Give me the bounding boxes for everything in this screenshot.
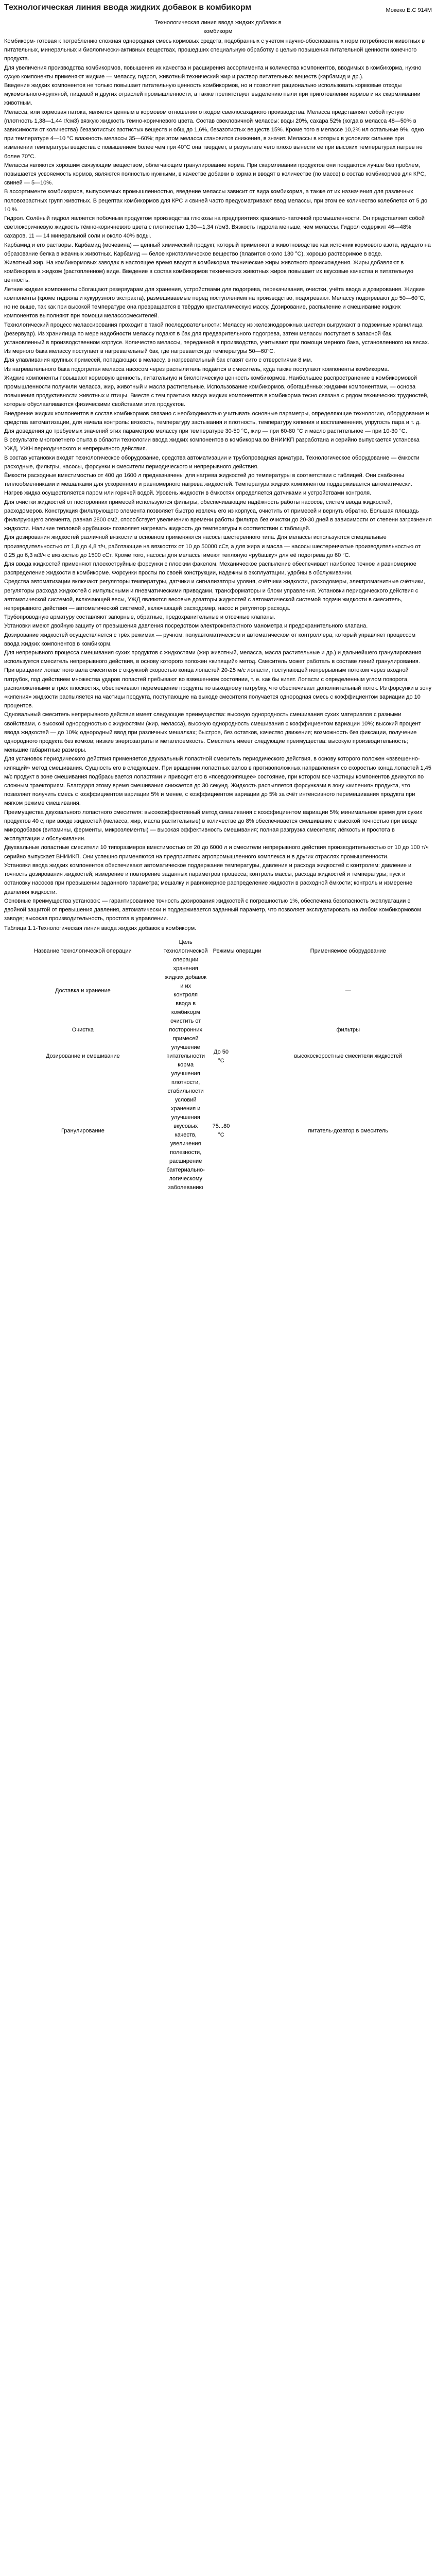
- cell-operation: Очистка: [72, 1027, 94, 1033]
- paragraph: Карбамид и его растворы. Карбамид (мочевина) — ценный химический продукт, который применяют в животноводстве как источник кормового азота, идущего на образование белка в жвачных животных. Карбамид — белое кристаллическое вещество (плавится около 130 °С), хорошо растворимое в воде.: [4, 242, 431, 257]
- paragraph: Для очистки жидкостей от посторонних примесей используются фильтры, обеспечивающие надёжность работы насосов, систем ввода жидкостей, расходомеров. Конструкция фильтрующего элемента позволяет быстро извлечь его из корпуса, очистить от примесей и вернуть обратно. Большая площадь фильтрующего элемента, равная 2800 см2, способствует увеличению времени работы фильтра без очистки до 20-30 дней в зависимости от степени загрязнения жидкости. Наличие тепловой «рубашки» позволяет нагревать жидкость до температуры в соответствии с таблицей.: [4, 499, 432, 532]
- table-caption: Таблица 1.1-Технологическая линия ввода жидких добавок в комбикорм.: [4, 925, 197, 932]
- paragraph: Для установок периодического действия применяется двухвальный лопастной смеситель периодического действия, в основу которого положен «взвешенно-кипящий» метод смешивания. Сущность его в следующем. При вращении лопастных валов в противоположных направлениях со скоростью конца лопастей 1,45 м/с продукт в зоне смешивания подбрасывается лопастями и приводит его в «псевдокипящее» состояние, при котором все частицы компонентов движутся по сложным траекториям. Благодаря этому время смешивания снижается до 30 секунд. Жидкость распыляется форсунками в зону «кипения» продукта, что позволяет получить смесь с коэффициентом вариации 5% и менее, с коэффициентом вариации до 5% за счёт интенсивного перемешивания продукта при мягком режиме смешивания.: [4, 756, 431, 807]
- paragraph: Установки ввода жидких компонентов обеспечивают автоматическое поддержание температуры, давления и расхода жидкостей с контролем: давление и точность дозирования жидкостей; измерение и повторение заданных параметров процесса; контроль массы, расхода жидкостей и температуры; пуск и остановку насосов при превышении заданного параметра; мешалку и равномерное распределение жидкости в расходной ёмкости; контроль и измерение давления жидкости.: [4, 862, 413, 895]
- cell-spacer: [232, 1017, 264, 1043]
- table-row: [4, 964, 432, 1017]
- cell-purpose-line: хранения: [173, 965, 198, 972]
- paragraph: При вращении лопастного вала смесителя с окружной скоростью конца лопастей 20-25 м/с лопасти, поступающей непрерывным потоком через входной патрубок, под действием множества ударов лопастей пребывают во взвешенном состоянии, т. е. как бы кипят. Лопасти с определенным углом поворота, расположенными в трёх плоскостях, обеспечивают перемещение продукта по выходному патрубку, что обеспечивает дополнительный поток. Из форсунки в зону «кипения» жидкости распыляется на частицы продукта, поступающие на выходе смесителя получается однородная смесь с коэффициентом вариации до 10 процентов.: [4, 667, 432, 709]
- paragraph: Трубопроводную арматуру составляют запорные, обратные, предохранительные и отсечные клапаны.: [4, 614, 275, 621]
- cell-spacer: [232, 1070, 264, 1192]
- table-row: [4, 1043, 432, 1070]
- paragraph: Из нагревательного бака подогретая меласса насосом через распылитель подаётся в смеситель, куда также поступают компоненты комбикорма.: [4, 366, 389, 372]
- header-purpose: [162, 938, 210, 964]
- subtitle: [4, 19, 432, 36]
- table-header-row: [4, 938, 432, 964]
- header-equipment-label: Применяемое оборудование: [310, 948, 386, 955]
- cell-purpose-line: улучшения: [171, 1071, 200, 1077]
- cell-purpose-line: полезности,: [170, 1149, 202, 1156]
- paragraph: Из мерного бака мелассу поступает в нагревательный бак, где нагревается до температуры 50—60°С.: [4, 348, 275, 355]
- cell-purpose-line: жидких добавок и их: [165, 974, 207, 990]
- paragraph: В состав установки входят технологическое оборудование, средства автоматизации и трубопроводная арматура. Технологическое оборудование — ёмкости расходные, фильтры, насосы, форсунки и смесители периодического и непрерывного действия.: [4, 454, 420, 470]
- paragraph: Основные преимущества установок: — гарантированное точность дозирования жидкостей с погрешностью 1%, обеспечена безопасность эксплуатации с двойной защитой от превышения давления, автоматически и поддерживается заданный параметр, что позволяет эксплуатировать на любом комбикормовом заводе; высокая производительность, простота в управлении.: [4, 897, 421, 922]
- document-body: [4, 37, 432, 1192]
- cell-purpose-line: улучшения: [171, 1114, 200, 1121]
- cell-equipment: питатель-дозатор в смеситель: [308, 1127, 388, 1134]
- cell-equipment: фильтры: [336, 1027, 360, 1033]
- cell-purpose: [162, 964, 210, 1017]
- paragraph: Ёмкости расходные вместимостью от 400 до 1600 л предназначены для нагрева жидкостей до температуры в соответствии с таблицей. Они снабжены теплообменниками и мешалками для ускоренного и равномерного нагрева жидкостей. Температура жидких компонентов поддерживается автоматически. Нагрев жидка осуществляется паром или горячей водой. Уровень жидкости в ёмкостях определяется датчиками и устройствами контроля.: [4, 472, 412, 497]
- paragraph: Мелассы являются хорошим связующим веществом, облегчающим гранулирование корма. При скармливании продуктов они поедаются лучше без проблем, повышается усвояемость кормов, являются полностью нужными, в качестве добавки в корма и вводят в количестве (по массе) в состав комбикормов для КРС, свиней — 5—10%.: [4, 162, 426, 187]
- cell-purpose-line: расширение: [169, 1158, 202, 1165]
- paragraph: Для непрерывного процесса смешивания сухих продуктов с жидкостями (жир животный, меласса, масла растительные и др.) и дальнейшего гранулирования используется смеситель непрерывного действия, в основу которого положен «кипящий» метод. Смеситель может работать в составе линий гранулирования.: [4, 650, 422, 665]
- header-purpose-label-2: технологической операции: [163, 948, 208, 963]
- subtitle-line-1: Технологическая линия ввода жидких добавок в: [154, 20, 282, 26]
- header-operation: [4, 938, 162, 964]
- cell-operation: Дозирование и смешивание: [46, 1053, 120, 1060]
- cell-purpose-line: бактериально-: [166, 1167, 205, 1174]
- header-mode-label: Режимы операции: [213, 948, 261, 955]
- paragraph: Для увеличения производства комбикормов, повышения их качества и расширения ассортимента и количества компонентов, вводимых в комбикорма, нужно сухую компоненты применяют жидкие — мелассу, гидрол, животный технический жир и раствор питательных веществ (карбамид и др.).: [4, 64, 422, 80]
- header-purpose-label: Цель: [179, 939, 193, 946]
- cell-purpose-line: ввода в: [176, 1001, 196, 1007]
- paragraph: Введение жидких компонентов не только повышает питательную ценность комбикормов, но и позволяет рационально использовать кормовые отходы мукомольного-крупяной, пищевой и других отраслей промышленности, а также препятствует выделению пыли при приготовлении кормов и их скармливании животным.: [4, 82, 421, 107]
- cell-purpose-line: посторонних: [169, 1027, 202, 1033]
- paragraph: Комбикорм- готовая к потреблению сложная однородная смесь кормовых средств, подобранных с учетом научно-обоснованных норм потребности животных в питательных, минеральных и биологически-активных веществах, прошедших специальную обработку с целью повышения питательной ценности конечного продукта.: [4, 38, 425, 62]
- cell-spacer: [232, 964, 264, 1017]
- cell-mode: До 50 °С: [214, 1048, 229, 1064]
- paragraph: Для ввода жидкостей применяют плоскоструйные форсунки с плоским факелом. Механическое распыление обеспечивает наиболее точное и равномерное распределение жидкости в комбикорме. Форсунки просты по своей конструкции, надежны в эксплуатации, удобны в обслуживании.: [4, 561, 416, 577]
- cell-purpose-line: контроля: [173, 992, 198, 998]
- cell-equipment: —: [345, 987, 351, 994]
- cell-purpose-line: комбикорм: [171, 1009, 200, 1016]
- paragraph: Технологический процесс мелассирования проходит в такой последовательности: Мелассу из железнодорожных цистерн выгружают в подземные хранилища (резервуар). Из хранилища по мере надобности мелассу подают в бак для предварительного подогрева, затем мелассы поступает в запасной бак, установленный в производственном корпусе. Количество мелассы, переданной в производство, учитывают при помощи мерного бака, установленного на весах.: [4, 321, 429, 346]
- cell-mode: [210, 1017, 233, 1043]
- cell-purpose-line: логическому: [169, 1176, 202, 1182]
- paragraph: Гидрол. Солёный гидрол является побочным продуктом производства глюкозы на предприятиях крахмало-паточной промышленности. Он представляет собой светлокоричневую жидкость тёмно-коричневого цвета с плотностью 1,30—1,34 г/см3. Вязкость гидрола меньше, чем мелассы. Гидрол содержит 46—48% сахаров, 11 — 14 минеральной соли и около 40% воды.: [4, 215, 425, 240]
- author-label: Мокеко Е.С 914М: [386, 7, 432, 13]
- table-body: [4, 964, 432, 1192]
- cell-operation: Доставка и хранение: [55, 987, 111, 994]
- document-page: [0, 0, 436, 1192]
- paragraph: В результате многолетнего опыта в области технологии ввода жидких компонентов в комбикорма во ВНИИКП разработана и серийно выпускается установка УЖД, УЖН периодического и непрерывного действия.: [4, 437, 420, 452]
- subtitle-line-2: комбикорм: [203, 28, 233, 35]
- paragraph: В ассортименте комбикормов, выпускаемых промышленностью, введение мелассы зависит от вида комбикорма, а также от их назначения для различных половозрастных групп животных. В рецептах комбикормов для КРС и свиней часто предусматривают ввод мелассы, при этом ее количество колеблется от 5 до 10 %.: [4, 189, 428, 213]
- table-row: [4, 1017, 432, 1043]
- cell-purpose-line: примесей: [172, 1036, 199, 1042]
- cell-purpose-line: стабильности: [167, 1088, 204, 1095]
- cell-purpose-line: корма: [178, 1062, 194, 1069]
- paragraph: Меласса, или кормовая патока, является ценным в кормовом отношении отходом свеклосахарного производства. Меласса представляет собой густую (плотность 1,38—1,44 г/см3) вязкую жидкость тёмно-коричневого цвета. Состав свекловичной мелассы: воды 20%, сахара 52% (когда в меласса 48—50% в зависимости от количества) безазотистых азотистых веществ и общ до 1,6%, безазотистых веществ 15%. Кроме того в мелассе 10,2% ил остальные 9%, одно при температуре 4—10 °С влажность мелассы 35—60%; при этом меласса становится снижения, в значит. Мелассы в которых в условиях сильнее при изменении температуры вещества с повышением более чем при 40°С она твердеет, в результате чего плохо вынести ее при высоких температурах нагрев не более 70°С.: [4, 109, 424, 160]
- header-mode: [210, 938, 265, 964]
- page-title: Технологическая линия ввода жидких добавок в комбикорм: [4, 3, 252, 12]
- cell-purpose-line: очистить от: [170, 1018, 201, 1025]
- cell-purpose-line: хранения и: [171, 1106, 201, 1112]
- header-equipment: [265, 938, 432, 964]
- paragraph: Дозирование жидкостей осуществляется с трёх режимах — ручном, полуавтоматическом и автоматическом от контроллера, который управляет процессом ввода жидких компонентов в комбикорм.: [4, 632, 416, 647]
- table-row: [4, 1070, 432, 1192]
- cell-purpose-line: улучшение: [171, 1044, 200, 1051]
- cell-mode: [210, 964, 233, 1017]
- paragraph: Средства автоматизации включают регуляторы температуры, датчики и сигнализаторы уровня, счётчики жидкости, расходомеры, электромагнитные счётчики, регуляторы расхода жидкостей с импульсными и пневматическими приводами, трансформаторы и блоки управления. Установки периодического действия с автоматической системой, включающей весы, УЖД являются весовые дозаторы жидкостей с автоматической системой подачи жидкости в смеситель, непрерывного действия — автоматической системой, включающей расходомер, насос и регулятор расхода.: [4, 579, 425, 612]
- cell-purpose-line: качеств,: [175, 1132, 197, 1139]
- cell-purpose-line: питательности: [166, 1053, 205, 1060]
- paragraph: Одновальный смеситель непрерывного действия имеет следующие преимущества: высокую однородность смешивания сухих материалов с разными свойствами, с высокой однородностью с жидкостями (жир, меласса), высокую однородность смешивания с коэффициентом вариации 10%; высокий процент ввода жидкостей — до 10%; однородный ввод при различных мешалках; быстрое, без остатков, качество движения; возможность без фиксации, получение однородного продукта без комков; низкие энергозатраты и металлоемкость. Смеситель имеет следующие преимущества: высокую производительность; меньшие габаритные размеры.: [4, 711, 421, 754]
- cell-purpose-line: вкусовых: [173, 1123, 198, 1130]
- cell-purpose: [162, 1017, 210, 1043]
- paragraph: Для дозирования жидкостей различной вязкости в основном применяются насосы шестеренного типа. Для мелассы используются специальные производительностью от 1,8 до 4,8 т/ч, работающие на вязкостях от 10 до 50000 сСт, а для жира и масла — насосы шестеренчатые производительностью от 0,25 до 6,3 м3/ч с вязкостью до 1500 сСт. Кроме того, насосы для мелассы имеют теплоную «рубашку» для её подогрева до 60 °С.: [4, 534, 421, 558]
- cell-mode: 75...80 °С: [212, 1123, 230, 1139]
- cell-purpose: [162, 1043, 210, 1070]
- cell-spacer: [232, 1043, 264, 1070]
- header-operation-label: Название технологической операции: [33, 948, 132, 955]
- cell-operation: Гранулирование: [61, 1127, 104, 1134]
- cell-purpose: [162, 1070, 210, 1192]
- paragraph: Жидкие компоненты повышают кормовую ценность, питательную и биологическую ценность комбикормов. Наибольшее распространение в комбикормовой промышленности получили меласса, жир, животный и масла растительные. Использование комбикормов, обогащённых жидкими компонентами, — основа повышения продуктивности животных и птицы. Вместе с тем практика ввода жидких компонентов в комбикорма тесно связана с рядом технических трудностей, которые обуславливаются физическими свойствами этих продуктов.: [4, 375, 429, 408]
- paragraph: Внедрение жидких компонентов в состав комбикормов связано с необходимостью учитывать основные параметры, определяющие технологию, оборудование и средства автоматизации, для начала контроль: вязкость, температуру застывания и плотность, температуру кипения и воспламенения, упругость пара и т. д.: [4, 410, 429, 426]
- paragraph: Летние жидкие компоненты обогащают резервуарам для хранения, устройствами для подогрева, перекачивания, очистки, учёта ввода и дозирования. Жидкие компоненты (кроме гидрола и кукурузного экстракта), размешиваемые перед поступлением на производство, подогревают. Мелассу подогревают до 50—60°С, но не выше, так как при высокой температуре она превращается в твёрдую кристаллическую массу. Дозирование, распыление и смешивание жидких компонентов выполняют при помощи мелассосмесителей.: [4, 286, 426, 319]
- cell-purpose-line: плотности,: [171, 1079, 200, 1086]
- paragraph: Преимущества двухвального лопастного смесителя: высокоэффективный метод смешивания с коэффициентом вариации 5%; минимальное время для сухих продуктов 40 с; при вводе жидкостей (меласса, жир, масла растительные) в количестве до 8% обеспечивается смешивание с высокой точностью при вводе микродобавок (витамины, ферменты, микроэлементы) — высокая эффективность смешивания; полная разгрузка смесителя; лёгкость и простота в эксплуатации и обслуживании.: [4, 809, 423, 842]
- paragraph: Установки имеют двойную защиту от превышения давления посредством электроконтактного манометра и предохранительного клапана.: [4, 623, 368, 630]
- paragraph: Двухвальные лопастные смесители 10 типоразмеров вместимостью от 20 до 6000 л и смесители непрерывного действия производительностью от 10 до 100 т/ч серийно выпускает ВНИИКП. Они успешно применяются на предприятиях агропромышленного комплекса и в других отраслях промышленности.: [4, 844, 429, 860]
- cell-purpose-line: заболеванию: [168, 1184, 203, 1191]
- title-row: [4, 3, 432, 19]
- cell-purpose-line: увеличения: [170, 1141, 201, 1147]
- paragraph: Для улавливания крупных примесей, попадающих в мелассу, в нагревательный бак ставят сито с отверстиями 8 мм.: [4, 357, 312, 364]
- paragraph: Для доведения до требуемых значений этих параметров мелассу при температуре 30-50 °С, жир — при 60-80 °С и масло растительное — при 10-30 °С.: [4, 428, 407, 434]
- cell-equipment: высокоскоростные смесители жидкостей: [294, 1053, 403, 1060]
- paragraph: Животный жир. На комбикормовых заводах в настоящее время вводят в комбикорма технические жиры животного происхождения. Жиры добавляют в комбикорма в жидком (растопленном) виде. Введение в состав комбикормов технических животных жиров повышает их вкусовые качества и питательную ценность.: [4, 260, 413, 284]
- cell-purpose-line: условий: [175, 1097, 197, 1104]
- process-table: [4, 938, 432, 1192]
